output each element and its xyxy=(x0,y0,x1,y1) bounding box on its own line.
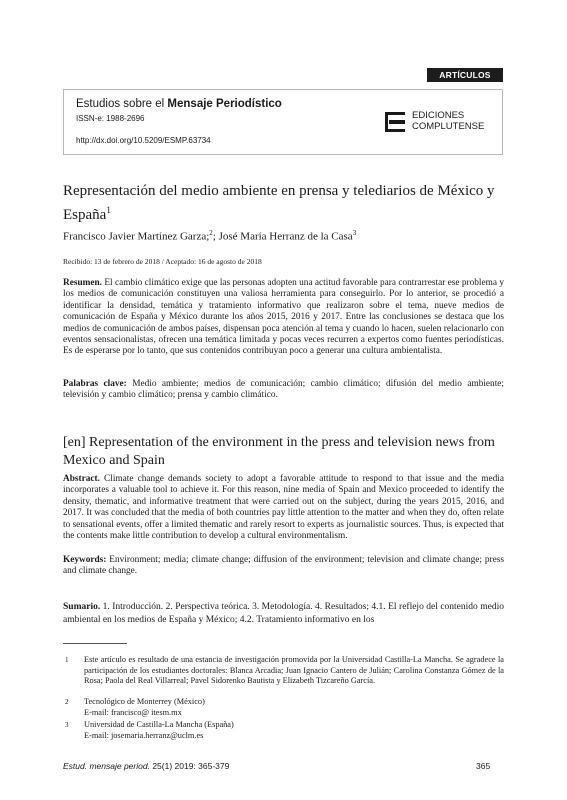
journal-title-prefix: Estudios sobre el xyxy=(76,98,168,110)
journal-title-bold: Mensaje Periodístico xyxy=(167,98,282,110)
abstract-paragraph xyxy=(63,474,504,542)
publisher-logo-icon xyxy=(385,112,405,132)
footnote-3-affiliation: Universidad de Castilla-La Mancha (España) xyxy=(84,720,234,729)
resumen-text: El cambio climático exige que las personas adopten una actitud favorable para contrarrestar ese problema y los medios de comunicación constituyen una valiosa herramienta para conseguirlo. Por lo anterior, se procedió a identificar la densidad, temática y tratamiento informativo que realizaron sobre el tema, nueve medios de comunicación de España y México durante los años 2015, 2016 y 2017. Entre las conclusiones se destaca que los medios de comunicación de ambos países, dispensan poca atención al tema y cuando lo hacen, suelen relacionarlo con eventos sensacionalistas, ofrecen una temática limitada y pocas veces recurren a expertos como fuentes periodísticas. Es de esperarse por lo tanto, que sus contenidos contribuyan poco a generar una cultura ambientalista. xyxy=(63,278,504,357)
footnote-divider xyxy=(63,643,127,644)
footnote-2 xyxy=(63,697,504,718)
palabras-clave-label: Palabras clave: xyxy=(63,379,127,389)
publisher-name-line1: EDICIONES xyxy=(412,110,465,121)
abstract-label: Abstract. xyxy=(63,474,100,484)
publisher-name xyxy=(412,110,484,132)
keywords-paragraph xyxy=(63,555,504,578)
palabras-clave-text: Medio ambiente; medios de comunicación; cambio climático; difusión del medio ambiente; televisión y cambio climático; prensa y cambio climático. xyxy=(63,379,504,401)
footnote-1-text: Este artículo es resultado de una estancia de investigación promovida por la Universidad Castilla-La Mancha. Se agradece la participación de los estudiantes doctorales: Blanca Arcadia; Juan Ignacio Cantero de Julián; Carolina Constanza Gómez de la Rosa; Paola del Real Villarreal; Pavel Sidorenko Bautista y Elizabeth Tizcareño García. xyxy=(84,655,504,685)
keywords-label: Keywords: xyxy=(63,555,107,565)
footnote-2-affiliation: Tecnológico de Monterrey (México) xyxy=(84,697,205,706)
footnote-1-number: 1 xyxy=(65,656,69,664)
footnote-3-number: 3 xyxy=(65,721,69,729)
sumario-label: Sumario. xyxy=(63,602,101,612)
journal-issn: ISSN-e: 1988-2696 xyxy=(76,114,145,123)
author-1: Francisco Javier Martínez Garza; xyxy=(63,230,210,243)
palabras-clave-paragraph xyxy=(63,379,504,402)
sumario-text: 1. Introducción. 2. Perspectiva teórica. 3. Metodología. 4. Resultados; 4.1. El reflejo del contenido medio ambiental en los medios de España y México; 4.2. Tratamiento informativo en los xyxy=(63,602,504,625)
author-2: ; José María Herranz de la Casa xyxy=(212,230,353,243)
journal-title xyxy=(76,98,282,110)
footnote-1 xyxy=(63,655,504,687)
footer-volume: 25(1) 2019: 365-379 xyxy=(149,761,230,771)
article-title-text: Representación del medio ambiente en prensa y telediarios de México y España xyxy=(63,183,495,223)
article-authors xyxy=(63,229,356,243)
title-footnote-ref[interactable]: 1 xyxy=(106,205,111,215)
abstract-text: Climate change demands society to adopt a favorable attitude to respond to that issue and the media incorporates a valuable tool to achieve it. For this reason, nine media of Spain and Mexico proceeded to identify the density, thematic, and informative treatment that were carried out on the subject, during the years 2015, 2016, and 2017. It was concluded that the media of both countries pay little attention to the matter and when they do, often relate to sensational events, offer a limited thematic and rarely resort to experts as journalistic sources. Thus, is expected that the contents make little contribution to develop a cultural environmentalism. xyxy=(63,474,504,542)
resumen-paragraph xyxy=(63,278,504,358)
doi-link[interactable]: http://dx.doi.org/10.5209/ESMP.63734 xyxy=(76,136,211,145)
footer-citation xyxy=(63,761,229,771)
footer-journal-abbrev: Estud. mensaje period. xyxy=(63,761,150,771)
resumen-label: Resumen. xyxy=(63,278,102,288)
author-1-footnote-ref[interactable]: 2 xyxy=(209,229,213,237)
footnote-2-email[interactable]: E-mail: francisco@ itesm.mx xyxy=(84,707,182,717)
page-number: 365 xyxy=(476,761,491,771)
article-dates: Recibido: 13 de febrero de 2018 / Aceptado: 16 de agosto de 2018 xyxy=(63,257,262,266)
publisher-name-line2: COMPLUTENSE xyxy=(412,121,485,132)
footnote-2-number: 2 xyxy=(65,698,69,706)
footnote-3 xyxy=(63,720,504,741)
footnote-3-email[interactable]: E-mail: josemaria.herranz@uclm.es xyxy=(84,730,204,740)
section-badge: ARTÍCULOS xyxy=(427,68,503,82)
sumario-paragraph xyxy=(63,601,504,627)
article-title xyxy=(63,182,508,225)
journal-header xyxy=(63,89,503,155)
keywords-text: Environment; media; climate change; diffusion of the environment; television and climate change; press and climate change. xyxy=(63,555,504,577)
english-title: [en] Representation of the environment in the press and television news from Mexico and Spain xyxy=(63,435,495,468)
author-2-footnote-ref[interactable]: 3 xyxy=(352,229,357,237)
